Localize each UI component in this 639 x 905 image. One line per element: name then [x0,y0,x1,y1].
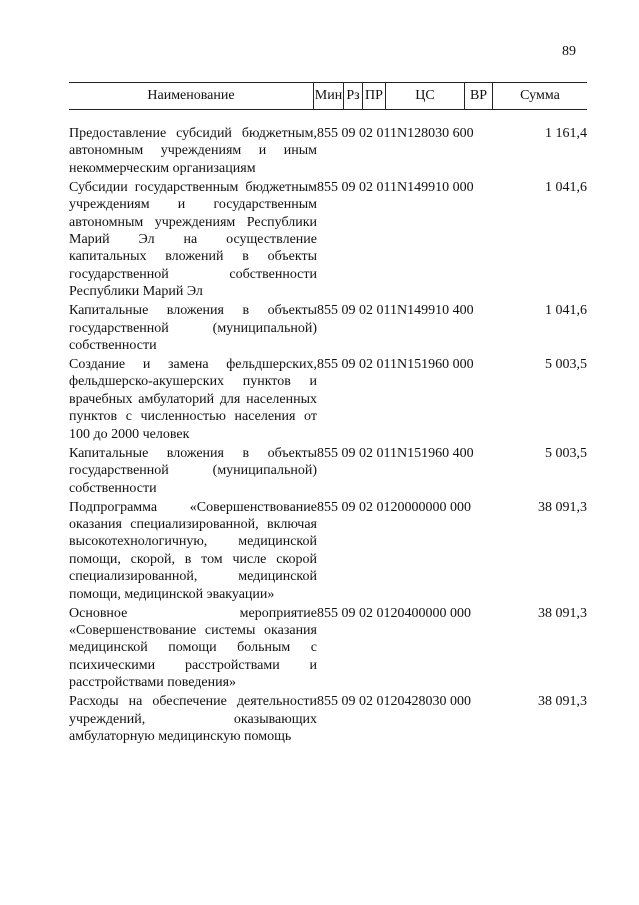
table-row [69,179,587,301]
row-codes: 855 09 02 011N149910 400 [317,303,474,319]
row-amount: 38 091,3 [538,694,587,710]
row-amount: 38 091,3 [538,499,587,515]
table-row [69,445,587,497]
table-row [69,125,587,177]
row-name: Субсидии государственным бюджетным учреждениям и государственным автономным учреждениям Республики Марий Эл на осуществление капитальных вложений в объекты государственной собственности Республики Марий Эл [69,179,317,300]
row-codes: 855 09 02 0120428030 000 [317,694,471,710]
row-codes: 855 09 02 011N151960 400 [317,445,474,461]
table-row [69,302,587,354]
row-codes: 855 09 02 011N151960 000 [317,357,474,373]
header-name: Наименование [147,88,235,103]
table-body [69,110,587,745]
header-pr: ПР [365,88,383,103]
header-cs: ЦС [415,88,435,103]
row-amount: 1 161,4 [545,126,587,141]
table-row [69,499,587,603]
row-amount: 5 003,5 [545,357,587,373]
row-name: Подпрограмма «Совершенствование оказания специализированной, включая высокотехнологичную, медицинской помощи, скорой, в том числе скорой специализированной, медицинской помощи, медицинской эвакуации» [69,499,317,602]
table-row [69,693,587,745]
row-codes: 855 09 02 0120000000 000 [317,499,471,515]
header-vr: ВР [469,88,488,103]
header-min: Мин [314,88,343,103]
row-codes: 855 09 02 0120400000 000 [317,605,471,621]
row-amount: 5 003,5 [545,445,587,461]
table-row [69,605,587,692]
header-rz: Рз [346,88,360,103]
header-sum: Сумма [520,88,560,103]
row-name: Создание и замена фельдшерских, фельдшерско-акушерских пунктов и врачебных амбулаторий для населенных пунктов с численностью населения от 100 до 2000 человек [69,357,317,442]
row-name: Предоставление субсидий бюджетным, автономным учреждениям и иным некоммерческим организациям [69,126,317,176]
row-amount: 1 041,6 [545,303,587,319]
row-amount: 38 091,3 [538,605,587,621]
row-codes: 855 09 02 011N149910 000 [317,179,474,195]
row-codes: 855 09 02 011N128030 600 [317,126,474,141]
row-amount: 1 041,6 [545,179,587,195]
row-name: Расходы на обеспечение деятельности учреждений, оказывающих амбулаторную медицинскую помощь [69,694,317,744]
page-number: 89 [562,44,576,59]
table-row [69,356,587,443]
row-name: Основное мероприятие «Совершенствование системы оказания медицинской помощи больным с психическими расстройствами и расстройствами поведения» [69,605,317,691]
table-header [69,82,587,110]
row-name: Капитальные вложения в объекты государственной (муниципальной) собственности [69,303,317,354]
row-name: Капитальные вложения в объекты государственной (муниципальной) собственности [69,445,317,496]
budget-table [69,82,587,747]
